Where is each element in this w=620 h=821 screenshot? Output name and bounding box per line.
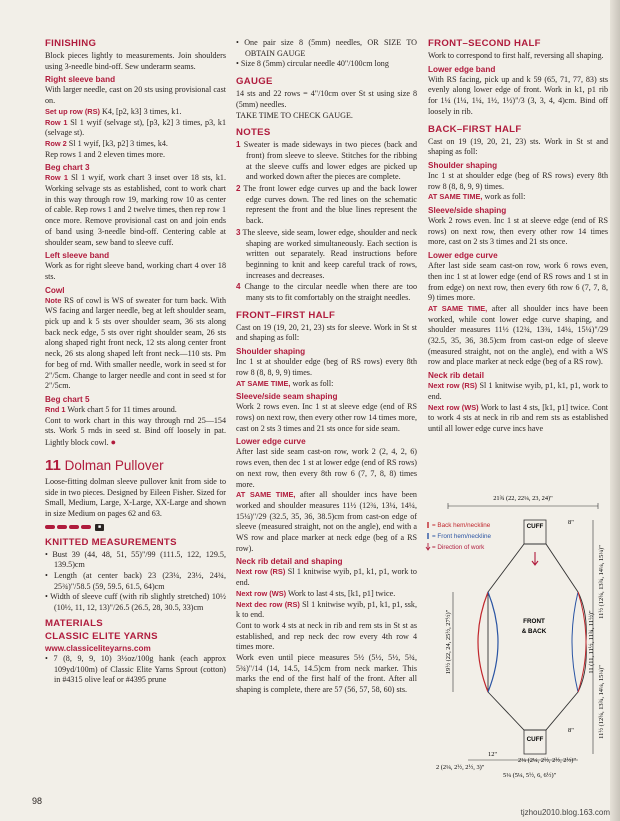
bf-same2 [428,304,608,368]
note-text: The sleeve, side seam, lower edge, shoulder and neck shaping are worked simultaneously. Each section is written out separately. Read instructions before beginning to knit and keep careful track of rows, increases and decreases. [242,227,417,280]
chart3-row1 [45,173,226,248]
column-2 [236,38,417,696]
arrow-down-icon [426,543,430,550]
page-edge-shadow [610,0,620,821]
pattern-number: 11 [45,456,61,474]
chart5-heading: Beg chart 5 [45,394,90,404]
note-text: The front lower edge curves up and the back lower edge curves down. The red lines on the schematic represent the front and the blue lines represent the back. [243,184,417,226]
note-item [236,282,417,303]
note-text: Change to the circular needle when there are too many sts to fit comfortably on the straight needles. [244,282,417,303]
row2-label: Row 2 [45,138,67,148]
legend-direction: = Direction of work [432,544,485,551]
right-dimension-top: 8" [568,519,574,526]
row2-text: Sl 1 wyif, [k3, p2] 3 times, k4. [66,138,168,148]
end-mark: ● [110,437,117,448]
note-item [236,140,417,183]
materials-brand: CLASSIC ELITE YARNS [45,630,158,642]
ff-sleeve-text: Work 2 rows even. Inc 1 st at sleeve edge (end of RS rows) on next row, then every other row 14 times more, cast on 2 sts 3 times and 21 sts once for side seam. [236,402,417,433]
bf-sleeve-heading: Sleeve/side shaping [428,206,507,216]
skill-level-badge [45,524,226,531]
lower-band-heading: Lower edge band [428,64,496,74]
materials-yarn: • 7 (8, 9, 9, 10) 3½oz/100g hank (each approx 109yd/100m) of Classic Elite Yarns Sprout (cotton) in #4315 olive leaf or #4395 prune [45,653,226,685]
skill-bar-icon [45,525,55,529]
materials-circular: • Size 8 (5mm) circular needle 40"/100cm long [236,59,389,69]
back-first-text: Cast on 19 (19, 20, 21, 23) sts. Work in St st and shaping as foll: [428,136,608,157]
materials-yarn-text: 7 (8, 9, 9, 10) 3½oz/100g hank (each approx 109yd/100m) of Classic Elite Yarns Sprout (cotton) in #4315 olive leaf or #4395 prune [53,653,226,685]
top-cuff-label: CUFF [526,523,544,530]
row-text: Work to last 4 sts, [k1, p1] twice. Cont to work 4 sts at neck in rib and rem sts as established until all lower edge curve incs have [428,402,608,433]
front-neckline [572,592,578,692]
pattern-title [45,458,226,474]
ff-lower-same [236,490,417,554]
bf-neck-heading: Neck rib detail [428,371,484,381]
bottom-dimension-1: 12" [488,751,497,758]
finishing-intro: Block pieces lightly to measurements. Join shoulders using 3-needle bind-off. Sew underarm seams. [45,51,226,71]
same-time-text: after all shoulder incs have been worked and shoulder measures 11½ (12¾, 13¼, 14¼, 15¼)"/29 (32.5, 35, 36, 38.5)cm from cast-on edge of sleeve (measured straight, not on the angle), end with a WS row and place marker at neck edge (beg of a RS row). [236,490,417,553]
skill-bar-icon [81,525,91,529]
top-dimension: 21¾ (22, 22¼, 23, 24)" [493,495,553,502]
page-number: 98 [32,796,43,806]
chart5-rnd1-label: Rnd 1 [45,404,66,414]
legend-front: = Front hem/neckline [432,533,491,540]
ff-same-time [236,379,417,390]
row1-label: Row 1 [45,117,68,127]
pattern-intro: Loose-fitting dolman sleeve pullover knit from side to side in two pieces. Designed by Eileen Fisher. Sized for Small, Medium, Large, X-Large, XX-Large and shown in size Medium on pages 62 and 63. [45,476,226,518]
note-number: 4 [236,282,241,292]
same-time-label: AT SAME TIME, [236,378,291,388]
column-1 [45,38,226,686]
lower-band-text: With RS facing, pick up and k 59 (65, 71, 77, 83) sts evenly along lower edge of front. Work in k1, p1 rib for 1¼ (1¼, 1¼, 1½, 1½)"/3 (3, 3, 4, 4)cm. Bind off loosely in rib. [428,74,608,116]
bf-same-time [428,192,608,203]
same-time-text: after all shoulder incs have been worked, while cont lower edge curve shaping, and shoulder measures 11½ (12¾, 13¾, 14¼, 15¼)"/29 (32.5, 35, 36, 38.5)cm from cast-on edge of sleeve (measured straight, not on the angle), end with a WS row and place marker at neck edge (beg of a RS row). [428,303,608,367]
ff-sleeve-heading: Sleeve/side seam shaping [236,392,338,402]
bf-sleeve-text: Work 2 rows even. Inc 1 st at sleeve edge (end of RS rows) on next row, then every other row 14 times more, cast on 2 sts 3 times and 21 sts once. [428,216,608,247]
same-time-text: work as foll: [482,192,526,202]
measurement-length: • Length (at center back) 23 (23¼, 23½, 24¾, 25¾)"/58.5 (59, 59.5, 61.5, 64)cm [45,571,226,591]
same-time-label: AT SAME TIME, [428,192,483,202]
bf-next-rs [428,381,608,402]
materials-url[interactable]: www.classiceliteyarns.com [45,643,151,653]
legend-back: = Back hem/neckline [432,522,491,529]
bf-lower-text: After last side seam cast-on row, work 6 rows even, then inc 1 st at lower edge (end of RS rows and 1 st in from edge) on next row, then every 6th row 6 (7, 7, 8, 9) times more. [428,261,608,303]
bf-shoulder-text: Inc 1 st at shoulder edge (beg of RS rows) every 8th row 8 (8, 8, 9, 9) times. [428,170,608,191]
pattern-name: Dolman Pullover [64,457,164,473]
ff-cont-text: Cont to work 4 sts at neck in rib and rem sts in St st as established, and rep neck dec row every 4th row 4 times more. [236,620,417,652]
right-dimension-mid3: 11½ (12¾, 13¾, 14¼, 15¼)" [598,665,605,739]
right-sleeve-rep: Rep rows 1 and 2 eleven times more. [45,149,166,159]
piece-label-back: & BACK [521,628,547,635]
measurements-heading: KNITTED MEASUREMENTS [45,536,177,548]
watermark: tjzhou2010.blog.163.com [520,808,610,817]
setup-text: K4, [p2, k3] 3 times, k1. [100,106,182,116]
notes-heading: NOTES [236,127,271,139]
gauge-check: TAKE TIME TO CHECK GAUGE. [236,110,353,120]
setup-label: Set up row (RS) [45,106,101,116]
chart3-heading: Beg chart 3 [45,163,90,173]
measurement-cuff: • Width of sleeve cuff (with rib slightly stretched) 10½ (10½, 11, 12, 13)"/26.5 (26.5, 28, 30.5, 33)cm [45,592,226,613]
gauge-text: 14 sts and 22 rows = 4"/10cm over St st using size 8 (5mm) needles. [236,89,417,109]
bf-shoulder-heading: Shoulder shaping [428,160,498,170]
note-text: Sweater is made sideways in two pieces (back and front) from sleeve to sleeve. Stitches for the ribbing at the sleeve cuffs and lower edges are picked up and worked down after the pieces are complete. [243,140,417,182]
ff-neck-heading: Neck rib detail and shaping [236,557,343,567]
gauge-heading: GAUGE [236,76,273,88]
schematic-diagram [428,492,618,792]
skill-bar-icon [69,525,79,529]
bf-next-ws [428,403,608,435]
right-sleeve-row1 [45,118,226,139]
cowl-note [45,296,226,392]
ff-next-rs [236,567,417,588]
row-label: Next row (WS) [428,402,479,412]
note-number: 1 [236,140,241,150]
row-label: Next row (RS) [236,567,286,577]
chart3-row1-label: Row 1 [45,173,68,183]
right-dimension-mid2: 11 (11, 11½, 11¾, 11½)" [588,610,595,674]
chart3-row1-text: Sl 1 wyif, work chart 3 inset over 18 sts, k1. Working selvage sts as established, cont to work chart in this way through row 19, marking row 10 as center of cable. Rep rows 1 and 2 twelve times, then rep row 1 once more. Remove provisional cast on and join ends of band using 3-needle bind-off. Centering cable at shoulder seam, sew band to sleeve cuff. [45,173,226,247]
bottom-dimension-3: 2¼ (2¼, 2½, 2½, 2½)" [518,757,576,764]
left-dimension: 19½ (22, 24, 25½, 27½)" [445,609,452,675]
bf-lower-heading: Lower edge curve [428,251,498,261]
chart5-body: Cont to work chart in this way through rnd 25—154 sts. Work 5 rnds in seed st. Bind off loosely in pat. Lightly block cowl. [45,415,226,448]
materials-circular-text: Size 8 (5mm) circular needle 40"/100cm long [240,59,389,69]
bottom-dimension-2: 2 (2¼, 2½, 2½, 3)" [436,764,485,771]
front-hem-line [488,592,498,692]
back-first-heading: BACK–FIRST HALF [428,123,522,135]
cowl-note-label: Note [45,295,62,305]
finishing-heading: FINISHING [45,38,97,49]
ff-end-text: Work even until piece measures 5½ (5½, 5½, 5¾, 5¾)"/14 (14, 14.5, 14.5)cm from neck marker. This marks the end of the first half of the front. After all shaping is complete, there are 57 (56, 57, 58, 60) sts. [236,653,417,695]
ff-lower-text: After last side seam cast-on row, work 2 (2, 4, 2, 6) rows even, then dec 1 st at lower edge (end of RS rows) on next row, then every 8th row 6 (7, 7, 8, 8) times more. [236,447,417,489]
right-dimension-bottom: 8" [568,727,574,734]
measurement-length-text: Length (at center back) 23 (23¼, 23½, 24¾, 25¾)"/58.5 (59, 59.5, 61.5, 64)cm [54,571,226,591]
front-first-text: Cast on 19 (19, 20, 21, 23) sts for sleeve. Work in St st and shaping as foll: [236,322,417,343]
ff-dec-row [236,600,417,621]
cowl-heading: Cowl [45,285,65,295]
chart5-rnd1-text: Work chart 5 for 11 times around. [65,404,177,414]
cowl-note-text: RS of cowl is WS of sweater for turn back. With WS facing and larger needle, beg at left shoulder seam, pick up and k 5 sts over shoulder seam, 36 sts along back neck edge, 5 sts over right shoulder seam, 26 sts along shaped right front neck, 12 sts along center front neck, 26 sts along shaped left front neck—110 sts. Pm for beg of rnd. With smaller needle, work in seed st for 2"/5cm. Change to larger needle and cont in seed st for 2"/5cm. [45,295,226,391]
piece-label-front: FRONT [523,618,545,625]
row-text: Sl 1 knitwise wyib, p1, k1, p1, work to end. [236,567,417,588]
row-label: Next dec row (RS) [236,599,300,609]
row-text: Work to last 4 sts, [k1, p1] twice. [286,588,396,598]
front-first-heading: FRONT–FIRST HALF [236,309,336,321]
row1-text: Sl 1 wyif (selvage st), [p3, k2] 3 times, p3, k1 (selvage st). [45,117,227,138]
same-time-label: AT SAME TIME, [428,303,488,313]
note-number: 2 [236,184,241,194]
ff-lower-heading: Lower edge curve [236,437,306,447]
right-sleeve-heading: Right sleeve band [45,75,116,85]
measurement-bust: • Bust 39 (44, 48, 51, 55)"/99 (111.5, 122, 129.5, 139.5)cm [45,549,226,570]
front-second-text: Work to correspond to first half, reversing all shaping. [428,51,604,60]
chart5-rnd1 [45,405,226,416]
right-sleeve-row2 [45,139,226,150]
schematic-svg [428,492,618,792]
ff-shoulder-heading: Shoulder shaping [236,347,306,357]
right-dimension-mid1: 11½ (12¾, 13¾, 14¼, 15¼)" [598,545,605,619]
same-time-text: work as foll: [290,378,334,388]
note-item [236,228,417,282]
measurement-bust-text: Bust 39 (44, 48, 51, 55)"/99 (111.5, 122, 129.5, 139.5)cm [52,549,226,570]
skill-bar-icon [57,525,67,529]
back-hem-line [478,592,488,692]
left-sleeve-heading: Left sleeve band [45,251,110,261]
direction-arrow-icon [532,552,538,565]
front-second-heading: FRONT–SECOND HALF [428,38,541,49]
camera-icon: ■ [95,524,104,531]
ff-shoulder-text: Inc 1 st at shoulder edge (beg of RS rows) every 8th row 8 (8, 8, 9, 9) times. [236,357,417,377]
note-number: 3 [236,227,241,237]
right-sleeve-text: With larger needle, cast on 20 sts using provisional cast on. [45,85,226,106]
bottom-cuff-label: CUFF [526,736,544,743]
row-label: Next row (WS) [236,588,287,598]
row-text: Sl 1 knitwise wyib, p1, k1, p1, ssk, k to end. [236,599,417,620]
column-3 [428,38,608,435]
note-item [236,184,417,227]
same-time-label: AT SAME TIME, [236,490,296,500]
measurement-cuff-text: Width of sleeve cuff (with rib slightly stretched) 10½ (10½, 11, 12, 13)"/26.5 (26.5, 28, 30.5, 33)cm [50,592,226,613]
right-sleeve-setup [45,107,226,118]
materials-needles: • One pair size 8 (5mm) needles, OR SIZE TO OBTAIN GAUGE [236,38,417,58]
ff-next-ws [236,589,417,600]
bottom-dimension-4: 5¼ (5¼, 5½, 6, 6½)" [503,772,557,779]
left-sleeve-text: Work as for right sleeve band, working chart 4 over 18 sts. [45,261,226,281]
materials-heading: MATERIALS [45,617,103,629]
chart5-text [45,416,226,449]
row-label: Next row (RS) [428,381,478,391]
materials-needles-text: One pair size 8 (5mm) needles, OR SIZE TO OBTAIN GAUGE [244,38,417,58]
row-text: Sl 1 knitwise wyib, p1, k1, p1, work to end. [428,381,608,401]
back-neckline [578,592,586,692]
